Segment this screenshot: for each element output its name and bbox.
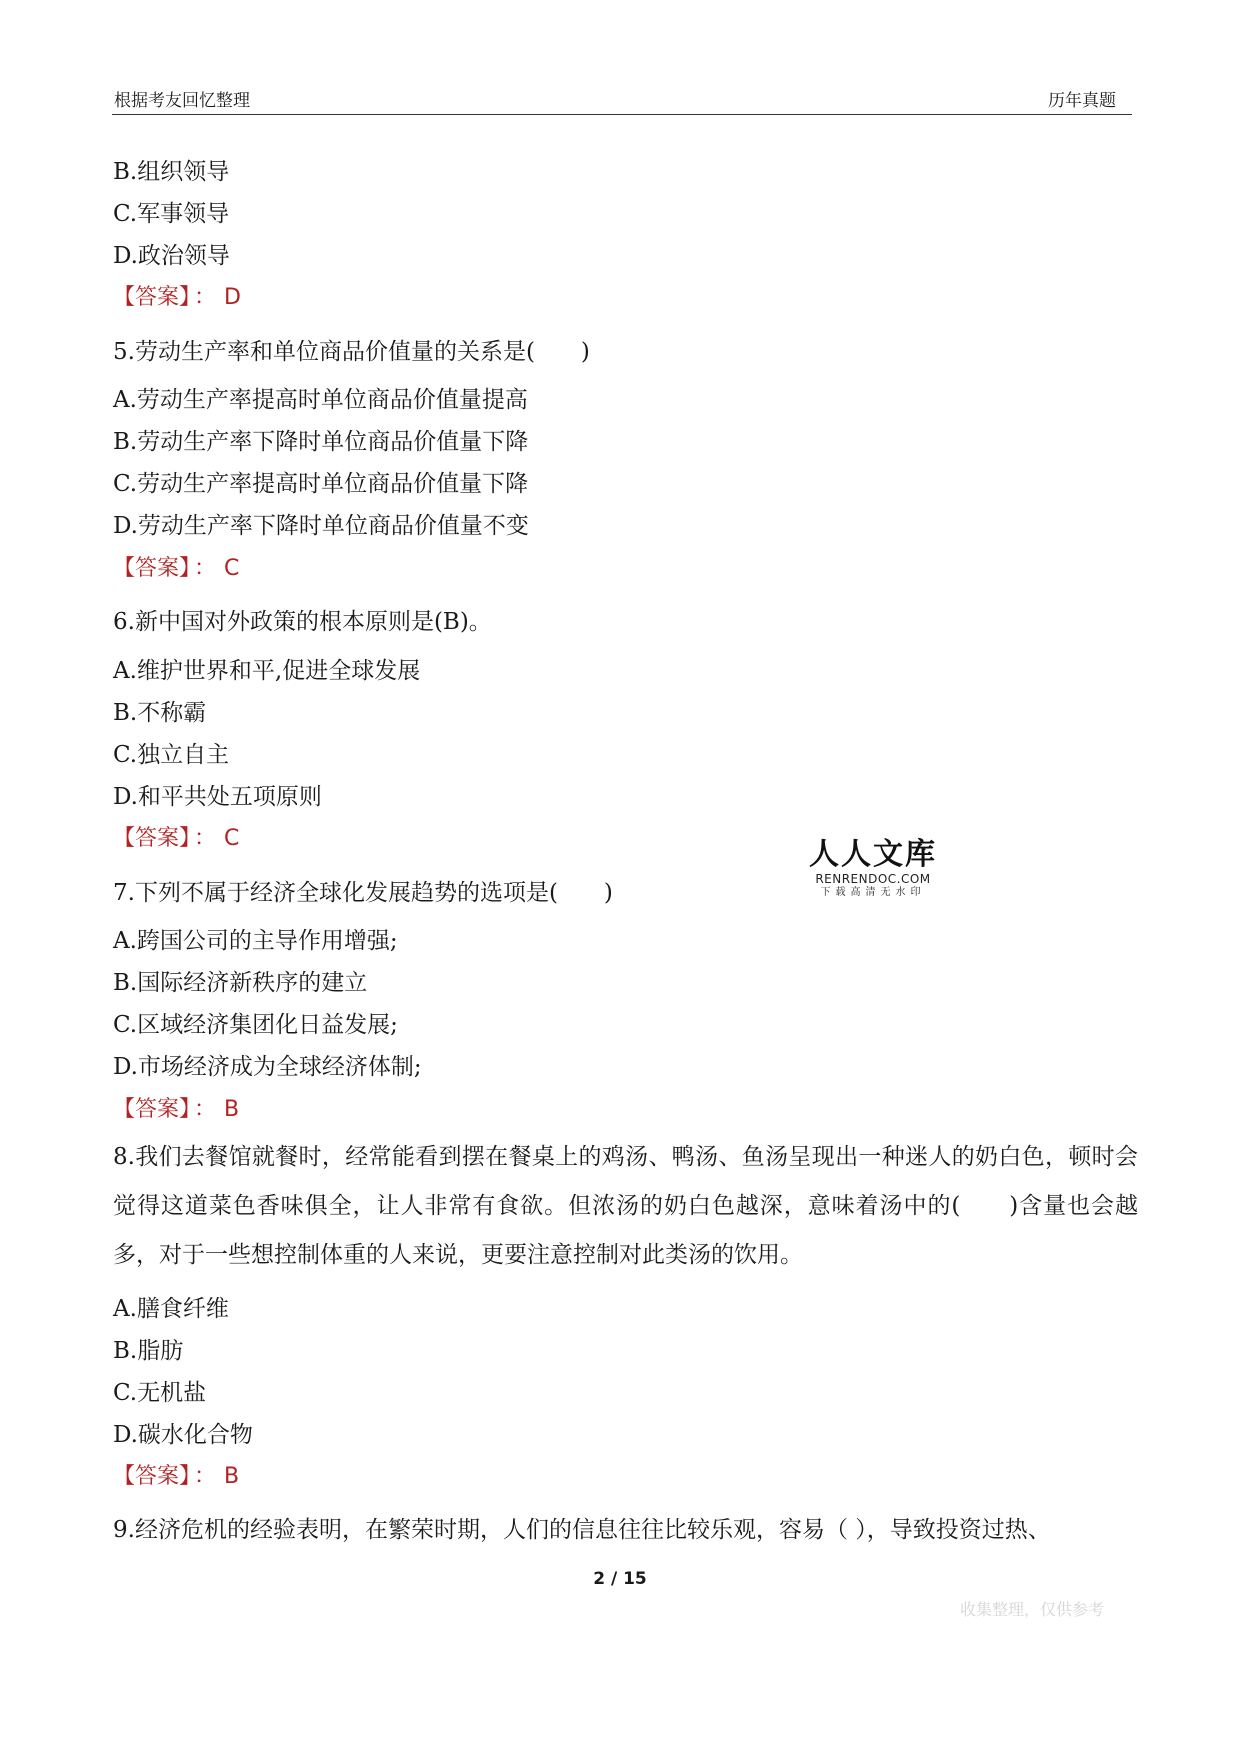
answer-separator: ： — [194, 556, 217, 581]
answer-value: B — [224, 1097, 240, 1122]
q5-option-c: C.劳动生产率提高时单位商品价值量下降 — [113, 471, 529, 497]
q7-option-c: C.区域经济集团化日益发展; — [113, 1012, 398, 1038]
q5-answer — [113, 551, 239, 582]
answer-separator: ： — [194, 826, 217, 851]
logo-title: 人人文库 — [809, 837, 937, 872]
q6-option-b: B.不称霸 — [113, 700, 207, 726]
q4-option-d: D.政治领导 — [113, 243, 230, 269]
answer-label: 【答案】 — [113, 556, 191, 581]
q6-answer — [113, 821, 239, 852]
q7-option-d: D.市场经济成为全球经济体制; — [113, 1054, 422, 1080]
logo-url: RENRENDOC.COM — [815, 872, 931, 886]
q6-stem: 6.新中国对外政策的根本原则是(B)。 — [113, 609, 492, 635]
answer-label: 【答案】 — [113, 826, 191, 851]
q8-option-a: A.膳食纤维 — [113, 1296, 229, 1322]
answer-separator: ： — [194, 285, 217, 310]
q5-option-a: A.劳动生产率提高时单位商品价值量提高 — [113, 387, 528, 413]
answer-label: 【答案】 — [113, 285, 191, 310]
q5-option-b: B.劳动生产率下降时单位商品价值量下降 — [113, 429, 529, 455]
q4-option-c: C.军事领导 — [113, 201, 230, 227]
q6-option-d: D.和平共处五项原则 — [113, 784, 322, 810]
q5-option-d: D.劳动生产率下降时单位商品价值量不变 — [113, 513, 529, 539]
renrendoc-logo — [808, 838, 938, 900]
q7-option-a: A.跨国公司的主导作用增强; — [113, 928, 398, 954]
q7-option-b: B.国际经济新秩序的建立 — [113, 970, 368, 996]
q8-option-c: C.无机盐 — [113, 1380, 207, 1406]
header-right-text: 历年真题 — [1048, 91, 1116, 111]
q6-option-a: A.维护世界和平,促进全球发展 — [113, 658, 421, 684]
answer-separator: ： — [194, 1097, 217, 1122]
answer-separator: ： — [194, 1464, 217, 1489]
q8-option-d: D.碳水化合物 — [113, 1422, 253, 1448]
q6-option-c: C.独立自主 — [113, 742, 230, 768]
answer-label: 【答案】 — [113, 1464, 191, 1489]
q8-option-b: B.脂肪 — [113, 1338, 184, 1364]
answer-value: C — [224, 826, 240, 851]
q4-answer — [113, 280, 241, 311]
answer-value: D — [224, 285, 241, 310]
q8-answer — [113, 1459, 239, 1490]
page-header — [112, 84, 1132, 115]
q7-stem: 7.下列不属于经济全球化发展趋势的选项是( ) — [113, 880, 613, 906]
q9-stem: 9.经济危机的经验表明，在繁荣时期，人们的信息往往比较乐观，容易（ ），导致投资过热、 — [113, 1517, 1051, 1543]
answer-label: 【答案】 — [113, 1097, 191, 1122]
q8-stem: 8.我们去餐馆就餐时，经常能看到摆在餐桌上的鸡汤、鸭汤、鱼汤呈现出一种迷人的奶白色，顿时会觉得这道菜色香味俱全，让人非常有食欲。但浓汤的奶白色越深，意味着汤中的( )含量也会越多，对于一些想控制体重的人来说，更要注意控制对此类汤的饮用。 — [113, 1144, 1138, 1268]
logo-slogan: 下载高清无水印 — [820, 887, 926, 898]
header-left-text: 根据考友回忆整理 — [114, 91, 250, 111]
q7-answer — [113, 1092, 239, 1123]
page-number: 2 / 15 — [593, 1569, 647, 1589]
answer-value: B — [224, 1464, 240, 1489]
footer-note: 收集整理，仅供参考 — [960, 1600, 1105, 1619]
answer-value: C — [224, 556, 240, 581]
q4-option-b: B.组织领导 — [113, 159, 230, 185]
q5-stem: 5.劳动生产率和单位商品价值量的关系是( ) — [113, 339, 590, 365]
